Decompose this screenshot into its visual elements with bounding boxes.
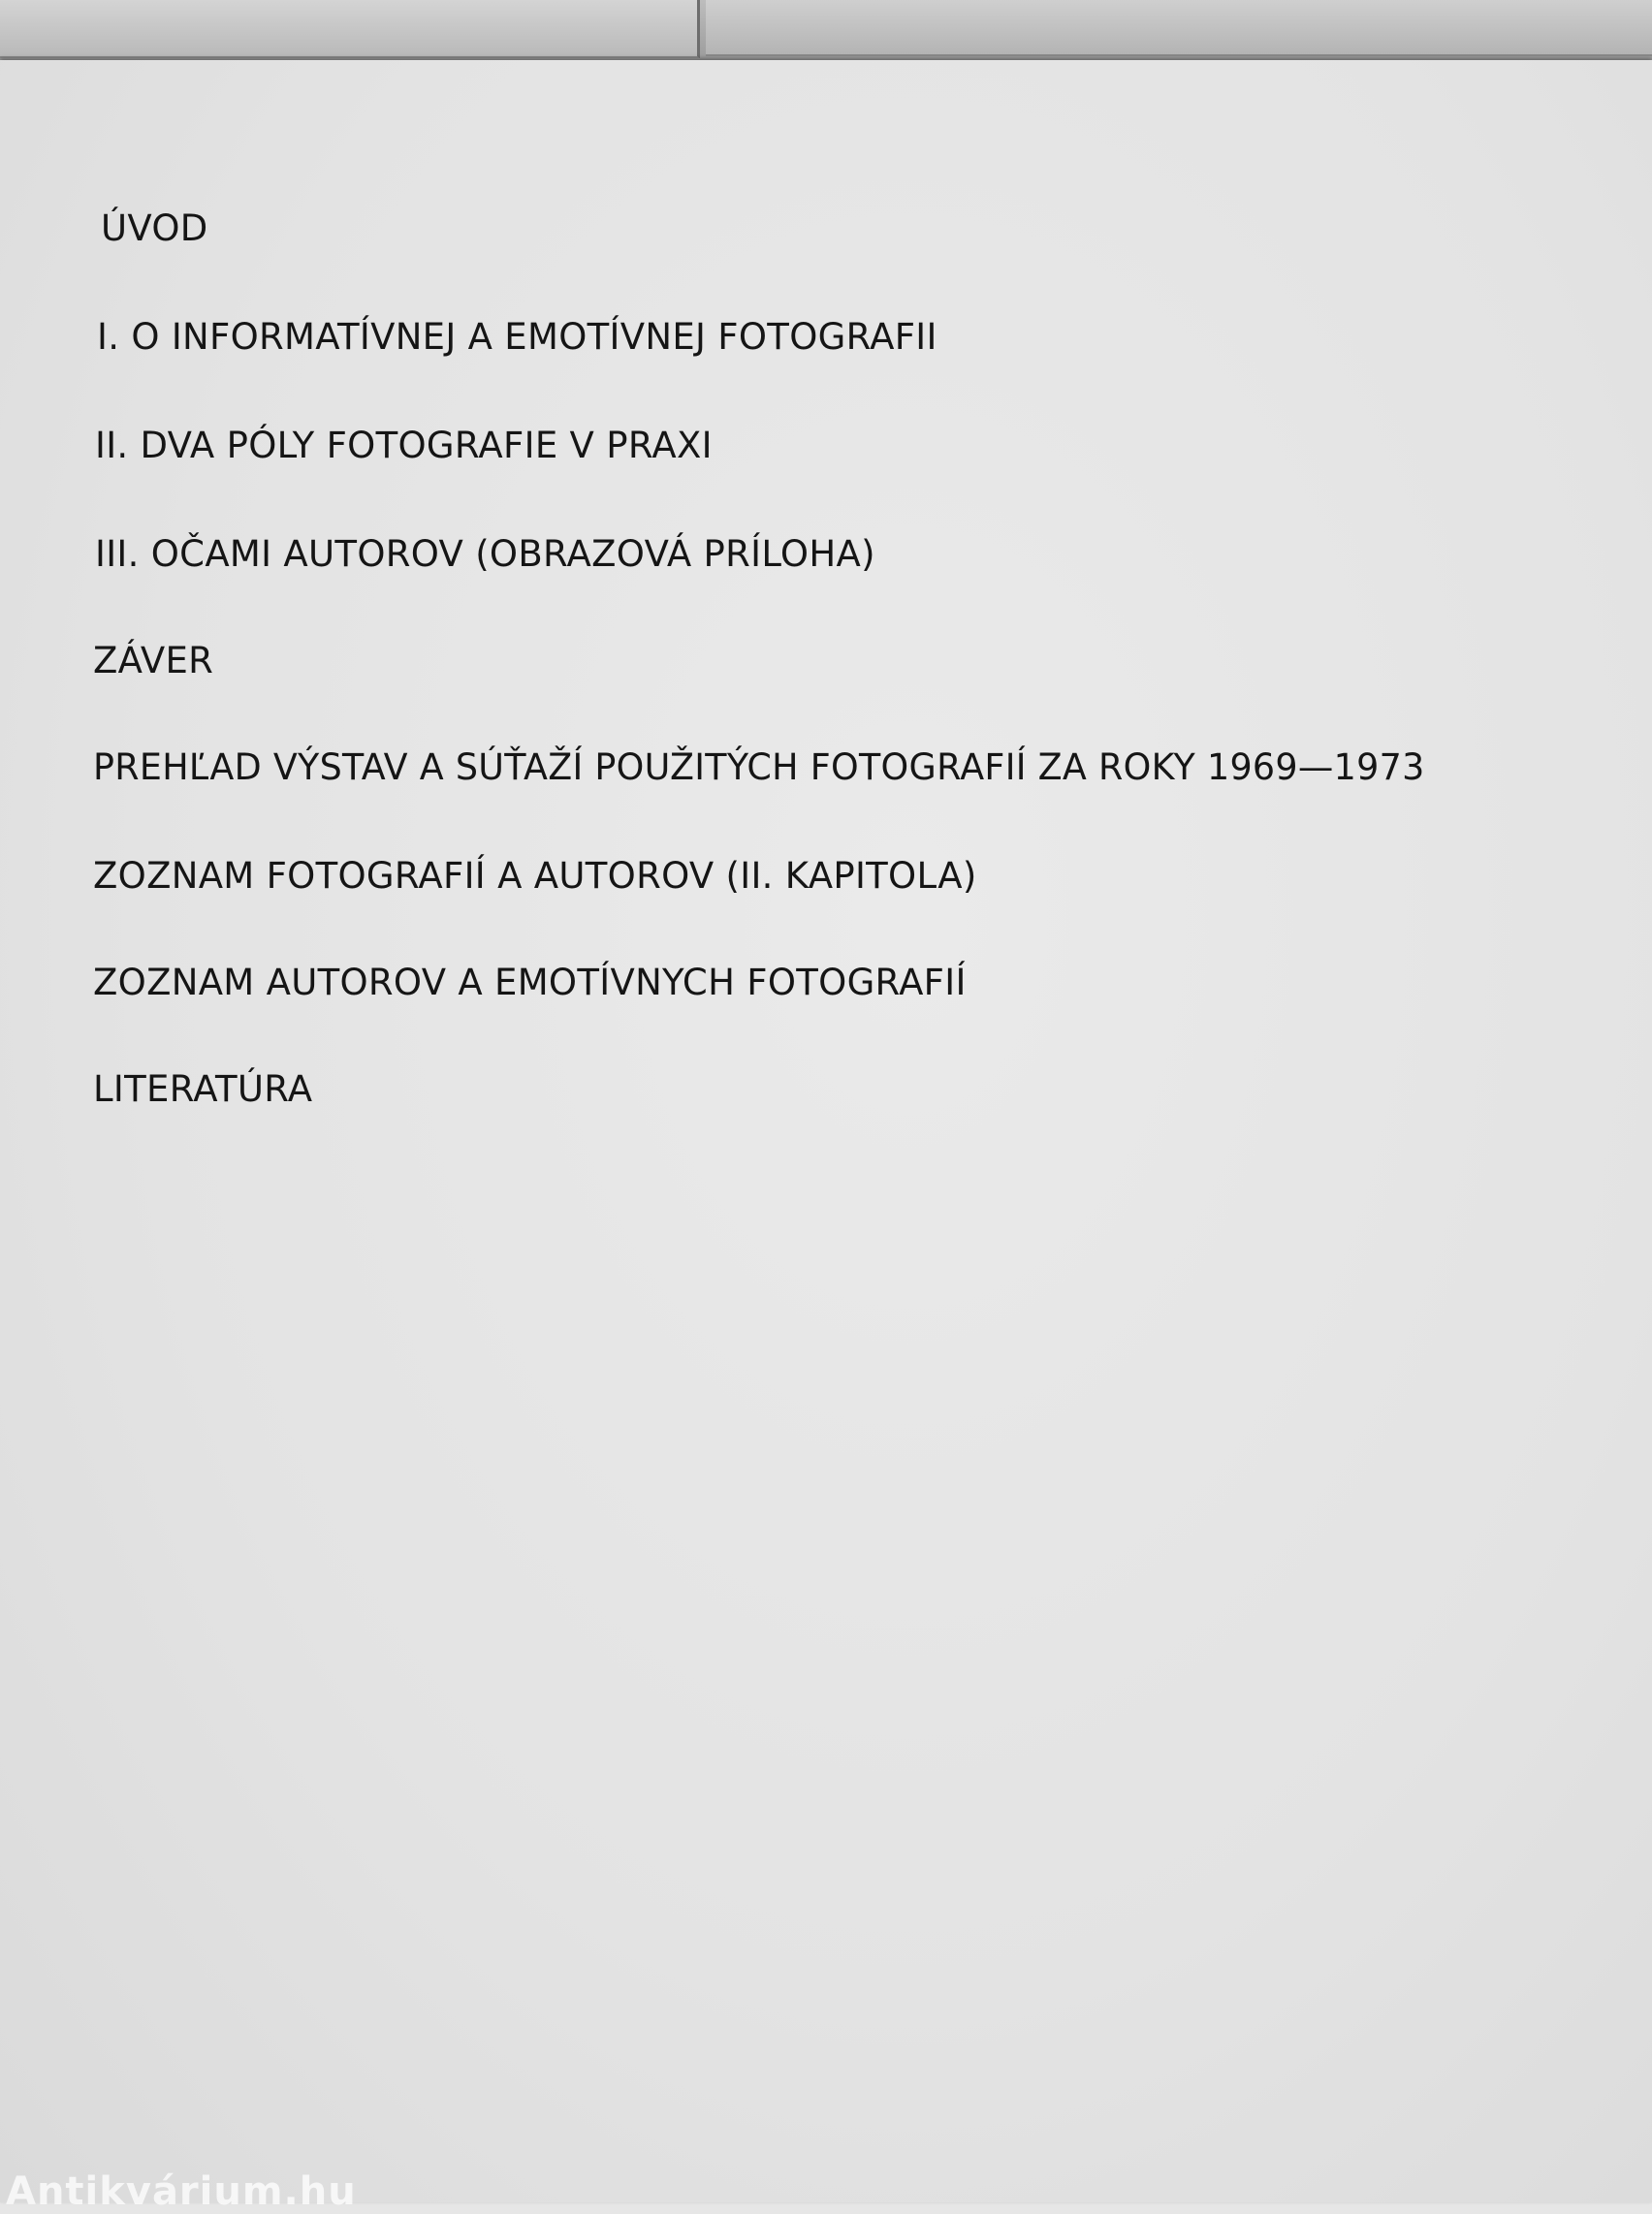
document-page xyxy=(0,60,1652,2202)
toc-entry-prehlad: PREHĽAD VÝSTAV A SÚŤAŽÍ POUŽITÝCH FOTOGRAFIÍ ZA ROKY 1969—1973 xyxy=(93,746,1425,788)
toc-entry-chapter-1: I. O INFORMATÍVNEJ A EMOTÍVNEJ FOTOGRAFII xyxy=(97,316,937,358)
book-edge-left xyxy=(0,0,700,58)
toc-entry-zoznam-autorov: ZOZNAM AUTOROV A EMOTÍVNYCH FOTOGRAFIÍ xyxy=(93,962,967,1003)
toc-entry-zoznam-fotografii: ZOZNAM FOTOGRAFIÍ A AUTOROV (II. KAPITOLA) xyxy=(93,855,977,897)
toc-entry-chapter-3: III. OČAMI AUTOROV (OBRAZOVÁ PRÍLOHA) xyxy=(95,533,875,575)
toc-entry-zaver: ZÁVER xyxy=(93,640,214,681)
toc-entry-uvod: ÚVOD xyxy=(101,207,208,249)
toc-entry-literatura: LITERATÚRA xyxy=(93,1068,313,1110)
book-edge-right xyxy=(706,0,1652,56)
background-book-edge xyxy=(0,0,1652,64)
watermark-logo: Antikvárium.hu xyxy=(6,2169,357,2214)
toc-entry-chapter-2: II. DVA PÓLY FOTOGRAFIE V PRAXI xyxy=(95,425,713,466)
